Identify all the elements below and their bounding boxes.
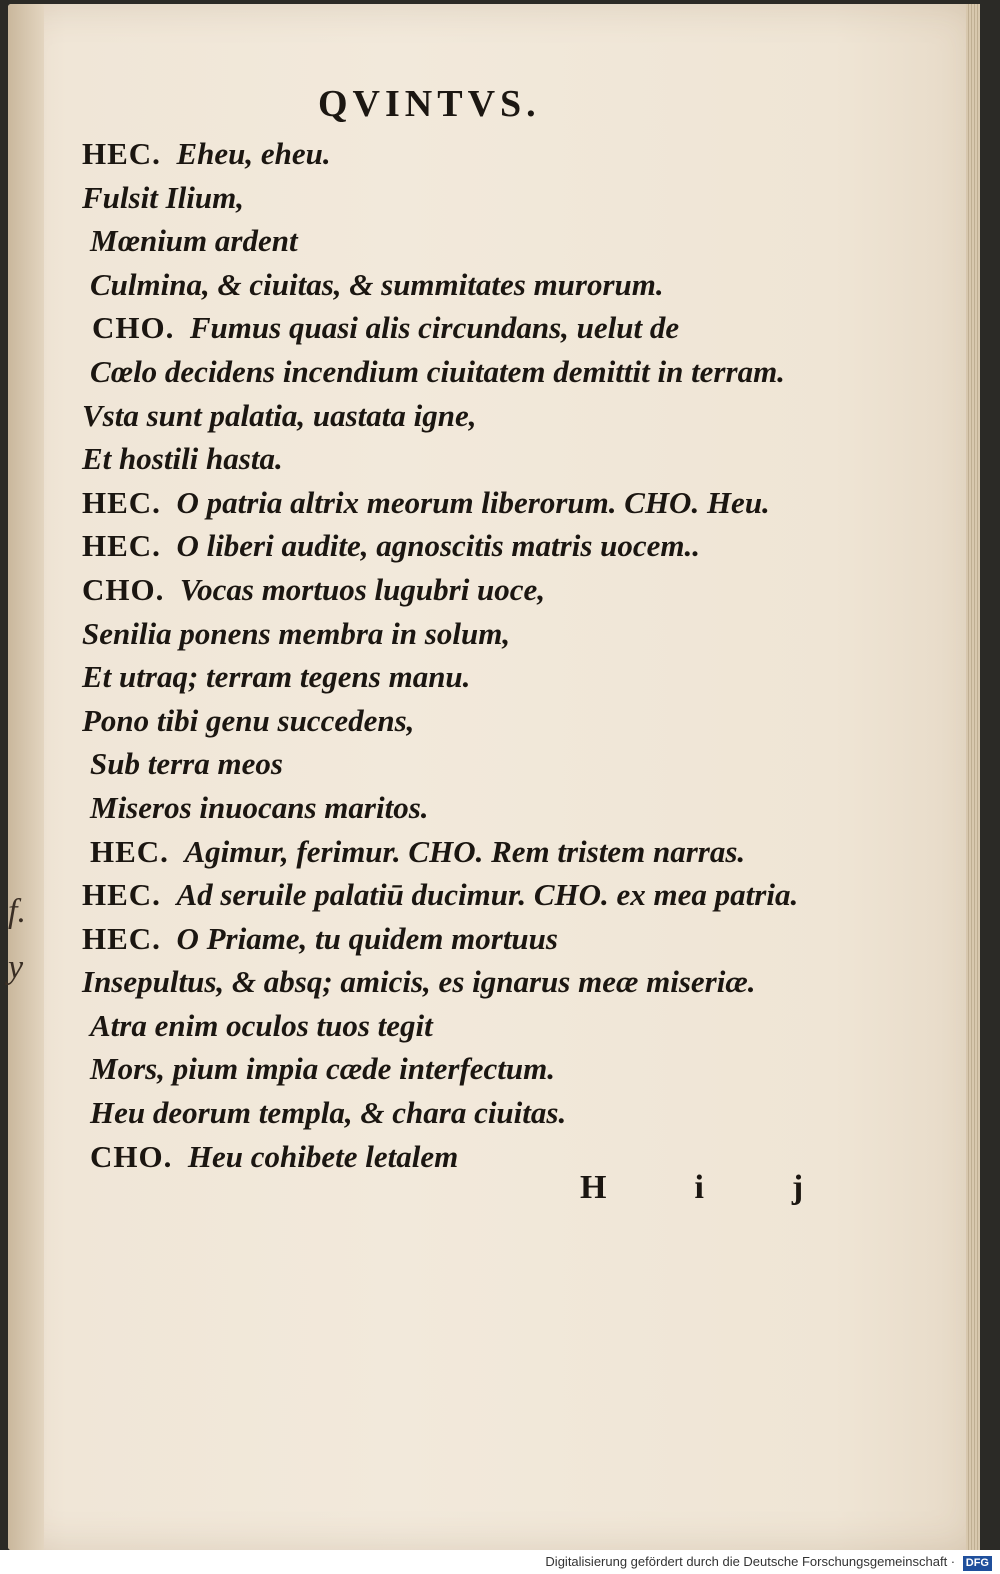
line-text: Sub terra meos <box>90 746 283 782</box>
line-text: Agimur, ferimur. CHO. Rem tristem narras. <box>184 833 746 869</box>
line-text: Vsta sunt palatia, uastata igne, <box>82 397 477 433</box>
verse-line <box>82 263 842 307</box>
verse-line <box>82 132 842 176</box>
verse-line <box>82 655 842 699</box>
margin-bleed-line: f. <box>8 893 26 930</box>
verse-line <box>82 786 842 830</box>
line-text: O patria altrix meorum liberorum. CHO. Heu. <box>176 484 770 520</box>
line-text: Pono tibi genu succedens, <box>82 702 415 738</box>
line-text: O liberi audite, agnoscitis matris uocem.. <box>176 528 701 564</box>
verse-line <box>82 481 842 525</box>
line-text: Ad seruile palatiū ducimur. CHO. ex mea patria. <box>176 877 799 913</box>
line-text: Senilia ponens membra in solum, <box>82 615 511 651</box>
verse-line <box>82 699 842 743</box>
digitization-footer <box>0 1550 1000 1574</box>
verse-line <box>82 742 842 786</box>
speaker-label: HEC. <box>82 136 161 171</box>
line-text: Mors, pium impia cæde interfectum. <box>90 1051 555 1087</box>
verse-line <box>82 1091 842 1135</box>
line-text: Vocas mortuos lugubri uoce, <box>179 571 546 607</box>
line-text: Atra enim oculos tuos tegit <box>90 1007 433 1043</box>
line-text: Miseros inuocans maritos. <box>90 789 429 825</box>
line-text: Fumus quasi alis circundans, uelut de <box>189 310 680 346</box>
line-text: Et utraq; terram tegens manu. <box>82 659 471 695</box>
signature-letter: H <box>580 1169 695 1206</box>
verse-line <box>82 1004 842 1048</box>
line-text: Heu cohibete letalem <box>187 1138 459 1174</box>
margin-bleed <box>8 884 38 996</box>
line-text: Cœlo decidens incendium ciuitatem demittit in terram. <box>90 353 785 389</box>
verse-line <box>82 176 842 220</box>
speaker-label: CHO. <box>90 1138 173 1174</box>
verse-line <box>82 219 842 263</box>
line-text: Heu deorum templa, & chara ciuitas. <box>90 1095 567 1131</box>
verse-line <box>82 306 842 350</box>
speaker-label: HEC. <box>82 528 161 564</box>
verse-line <box>82 568 842 612</box>
verse-line <box>82 1047 842 1091</box>
line-text: O Priame, tu quidem mortuus <box>176 920 558 956</box>
verse-line <box>82 873 842 917</box>
speaker-label: CHO. <box>92 310 175 346</box>
line-text: Eheu, eheu. <box>176 136 331 171</box>
page-fore-edge <box>966 4 980 1550</box>
line-text: Culmina, & ciuitas, & summitates murorum. <box>90 266 664 302</box>
speaker-label: HEC. <box>90 833 169 869</box>
line-text: Fulsit Ilium, <box>82 179 244 215</box>
speaker-label: HEC. <box>82 877 161 913</box>
verse-line <box>82 524 842 568</box>
margin-bleed-line: y <box>8 949 24 986</box>
verse-line <box>82 350 842 394</box>
line-text: Et hostili hasta. <box>82 441 283 477</box>
verse-line <box>82 960 842 1004</box>
verse-line <box>82 394 842 438</box>
line-text: Insepultus, & absq; amicis, es ignarus meæ miseriæ. <box>82 964 756 1000</box>
signature-mark <box>580 1169 891 1207</box>
page-gutter <box>8 4 44 1550</box>
running-head: QVINTVS. <box>318 83 541 125</box>
dfg-logo: DFG <box>963 1556 992 1571</box>
book-page <box>8 4 980 1550</box>
verse-line <box>82 917 842 961</box>
verse-line <box>82 612 842 656</box>
verse-text <box>82 132 842 1178</box>
verse-line <box>82 437 842 481</box>
speaker-label: HEC. <box>82 920 161 956</box>
speaker-label: HEC. <box>82 484 161 520</box>
verse-line <box>82 830 842 874</box>
footer-credit: Digitalisierung gefördert durch die Deutsche Forschungsgemeinschaft · <box>545 1554 956 1569</box>
line-text: Mœnium ardent <box>90 223 298 259</box>
signature-number: ij <box>694 1169 892 1206</box>
speaker-label: CHO. <box>82 571 165 607</box>
